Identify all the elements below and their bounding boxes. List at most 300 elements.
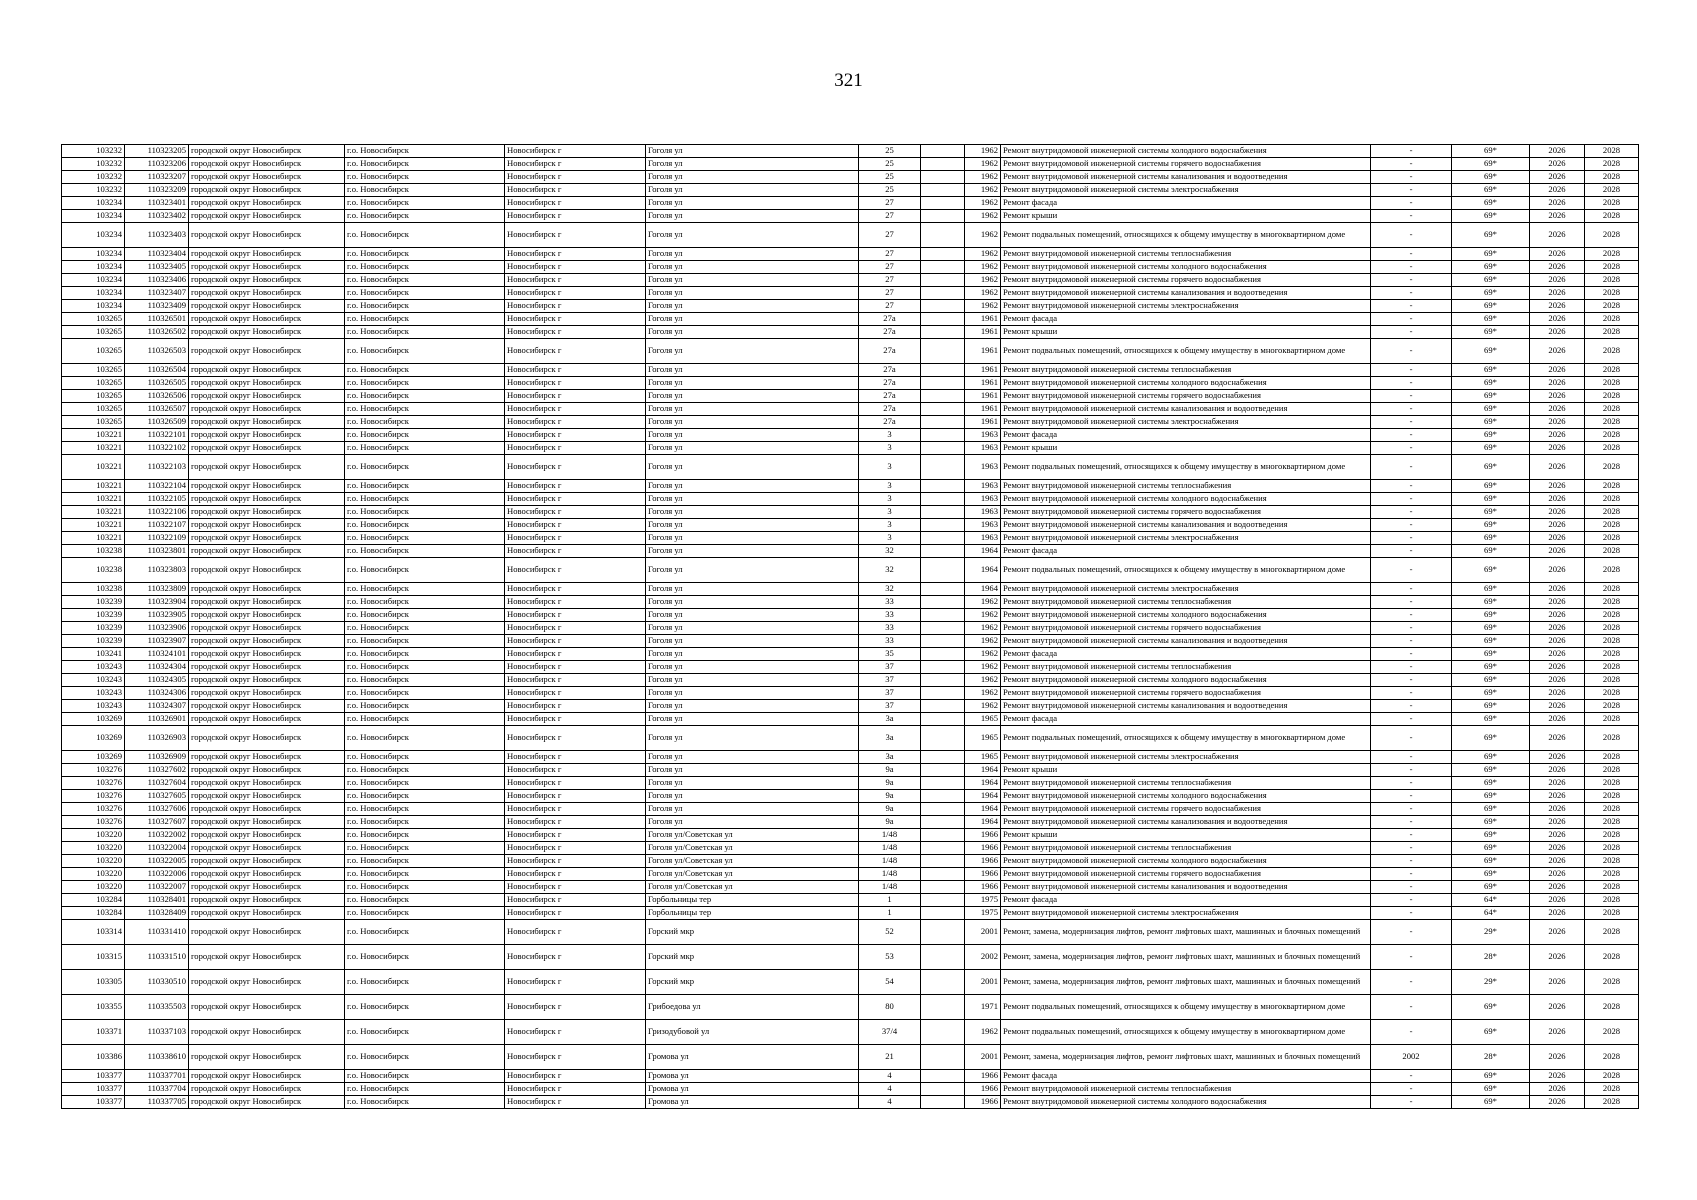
build-year-cell: 1971 bbox=[965, 995, 1001, 1020]
wear-percent-cell: 69* bbox=[1452, 403, 1530, 416]
work-id-cell: 110323803 bbox=[125, 558, 189, 583]
plan-end-year-cell: 2028 bbox=[1585, 223, 1639, 248]
house-number-cell: 33 bbox=[859, 622, 921, 635]
building-cell bbox=[921, 532, 965, 545]
wear-percent-cell: 69* bbox=[1452, 558, 1530, 583]
municipality-cell: городской округ Новосибирск bbox=[189, 210, 345, 223]
last-repair-year-cell: - bbox=[1371, 416, 1452, 429]
municipality-cell: городской округ Новосибирск bbox=[189, 622, 345, 635]
settlement-cell: г.о. Новосибирск bbox=[345, 197, 505, 210]
street-cell: Горский мкр bbox=[646, 920, 859, 945]
work-type-cell: Ремонт фасада bbox=[1001, 313, 1371, 326]
table-row bbox=[62, 764, 1639, 777]
work-type-cell: Ремонт внутридомовой инженерной системы горячего водоснабжения bbox=[1001, 622, 1371, 635]
plan-end-year-cell: 2028 bbox=[1585, 1020, 1639, 1045]
municipality-cell: городской округ Новосибирск bbox=[189, 674, 345, 687]
locality-cell: Новосибирск г bbox=[505, 339, 646, 364]
settlement-cell: г.о. Новосибирск bbox=[345, 223, 505, 248]
build-year-cell: 1975 bbox=[965, 894, 1001, 907]
work-id-cell: 110323401 bbox=[125, 197, 189, 210]
work-type-cell: Ремонт крыши bbox=[1001, 210, 1371, 223]
house-number-cell: 27 bbox=[859, 210, 921, 223]
municipality-cell: городской округ Новосибирск bbox=[189, 648, 345, 661]
municipality-cell: городской округ Новосибирск bbox=[189, 777, 345, 790]
house-number-cell: 37 bbox=[859, 687, 921, 700]
house-number-cell: 3 bbox=[859, 480, 921, 493]
house-id-cell: 103234 bbox=[62, 248, 125, 261]
table-row bbox=[62, 416, 1639, 429]
house-number-cell: 27а bbox=[859, 339, 921, 364]
building-cell bbox=[921, 829, 965, 842]
work-type-cell: Ремонт внутридомовой инженерной системы горячего водоснабжения bbox=[1001, 506, 1371, 519]
plan-start-year-cell: 2026 bbox=[1530, 442, 1585, 455]
work-id-cell: 110322002 bbox=[125, 829, 189, 842]
building-cell bbox=[921, 493, 965, 506]
build-year-cell: 1962 bbox=[965, 171, 1001, 184]
municipality-cell: городской округ Новосибирск bbox=[189, 455, 345, 480]
house-id-cell: 103221 bbox=[62, 442, 125, 455]
municipality-cell: городской округ Новосибирск bbox=[189, 339, 345, 364]
plan-start-year-cell: 2026 bbox=[1530, 313, 1585, 326]
building-cell bbox=[921, 687, 965, 700]
municipality-cell: городской округ Новосибирск bbox=[189, 868, 345, 881]
building-cell bbox=[921, 313, 965, 326]
building-cell bbox=[921, 442, 965, 455]
settlement-cell: г.о. Новосибирск bbox=[345, 907, 505, 920]
house-id-cell: 103221 bbox=[62, 506, 125, 519]
house-id-cell: 103232 bbox=[62, 171, 125, 184]
plan-end-year-cell: 2028 bbox=[1585, 1045, 1639, 1070]
street-cell: Гоголя ул bbox=[646, 493, 859, 506]
build-year-cell: 1965 bbox=[965, 713, 1001, 726]
work-type-cell: Ремонт внутридомовой инженерной системы холодного водоснабжения bbox=[1001, 609, 1371, 622]
table-row bbox=[62, 1096, 1639, 1109]
work-id-cell: 110322004 bbox=[125, 842, 189, 855]
last-repair-year-cell: - bbox=[1371, 764, 1452, 777]
plan-start-year-cell: 2026 bbox=[1530, 609, 1585, 622]
work-id-cell: 110330510 bbox=[125, 970, 189, 995]
work-type-cell: Ремонт внутридомовой инженерной системы канализования и водоотведения bbox=[1001, 700, 1371, 713]
house-number-cell: 27 bbox=[859, 300, 921, 313]
building-cell bbox=[921, 184, 965, 197]
municipality-cell: городской округ Новосибирск bbox=[189, 145, 345, 158]
street-cell: Гризодубовой ул bbox=[646, 1020, 859, 1045]
plan-end-year-cell: 2028 bbox=[1585, 364, 1639, 377]
locality-cell: Новосибирск г bbox=[505, 261, 646, 274]
last-repair-year-cell: - bbox=[1371, 970, 1452, 995]
locality-cell: Новосибирск г bbox=[505, 894, 646, 907]
street-cell: Гоголя ул bbox=[646, 248, 859, 261]
work-id-cell: 110326507 bbox=[125, 403, 189, 416]
wear-percent-cell: 69* bbox=[1452, 261, 1530, 274]
house-number-cell: 27а bbox=[859, 313, 921, 326]
work-type-cell: Ремонт внутридомовой инженерной системы холодного водоснабжения bbox=[1001, 261, 1371, 274]
work-type-cell: Ремонт внутридомовой инженерной системы электроснабжения bbox=[1001, 583, 1371, 596]
settlement-cell: г.о. Новосибирск bbox=[345, 881, 505, 894]
settlement-cell: г.о. Новосибирск bbox=[345, 764, 505, 777]
table-row bbox=[62, 700, 1639, 713]
municipality-cell: городской округ Новосибирск bbox=[189, 493, 345, 506]
work-type-cell: Ремонт внутридомовой инженерной системы канализования и водоотведения bbox=[1001, 881, 1371, 894]
municipality-cell: городской округ Новосибирск bbox=[189, 907, 345, 920]
locality-cell: Новосибирск г bbox=[505, 480, 646, 493]
work-id-cell: 110322105 bbox=[125, 493, 189, 506]
table-row bbox=[62, 1020, 1639, 1045]
house-id-cell: 103265 bbox=[62, 390, 125, 403]
work-type-cell: Ремонт крыши bbox=[1001, 326, 1371, 339]
plan-start-year-cell: 2026 bbox=[1530, 326, 1585, 339]
last-repair-year-cell: - bbox=[1371, 881, 1452, 894]
house-number-cell: 3 bbox=[859, 519, 921, 532]
plan-start-year-cell: 2026 bbox=[1530, 995, 1585, 1020]
work-id-cell: 110326903 bbox=[125, 726, 189, 751]
locality-cell: Новосибирск г bbox=[505, 713, 646, 726]
locality-cell: Новосибирск г bbox=[505, 777, 646, 790]
house-number-cell: 3а bbox=[859, 713, 921, 726]
work-id-cell: 110322106 bbox=[125, 506, 189, 519]
work-id-cell: 110323409 bbox=[125, 300, 189, 313]
municipality-cell: городской округ Новосибирск bbox=[189, 583, 345, 596]
house-number-cell: 35 bbox=[859, 648, 921, 661]
municipality-cell: городской округ Новосибирск bbox=[189, 261, 345, 274]
build-year-cell: 1964 bbox=[965, 803, 1001, 816]
work-id-cell: 110327605 bbox=[125, 790, 189, 803]
building-cell bbox=[921, 248, 965, 261]
street-cell: Гоголя ул bbox=[646, 583, 859, 596]
house-id-cell: 103269 bbox=[62, 726, 125, 751]
building-cell bbox=[921, 274, 965, 287]
table-row bbox=[62, 583, 1639, 596]
locality-cell: Новосибирск г bbox=[505, 377, 646, 390]
locality-cell: Новосибирск г bbox=[505, 661, 646, 674]
building-cell bbox=[921, 558, 965, 583]
work-id-cell: 110323403 bbox=[125, 223, 189, 248]
plan-end-year-cell: 2028 bbox=[1585, 583, 1639, 596]
last-repair-year-cell: - bbox=[1371, 364, 1452, 377]
plan-end-year-cell: 2028 bbox=[1585, 751, 1639, 764]
settlement-cell: г.о. Новосибирск bbox=[345, 184, 505, 197]
locality-cell: Новосибирск г bbox=[505, 184, 646, 197]
build-year-cell: 1966 bbox=[965, 1096, 1001, 1109]
house-number-cell: 27а bbox=[859, 377, 921, 390]
street-cell: Гоголя ул bbox=[646, 455, 859, 480]
house-id-cell: 103221 bbox=[62, 480, 125, 493]
plan-end-year-cell: 2028 bbox=[1585, 855, 1639, 868]
settlement-cell: г.о. Новосибирск bbox=[345, 777, 505, 790]
municipality-cell: городской округ Новосибирск bbox=[189, 995, 345, 1020]
locality-cell: Новосибирск г bbox=[505, 674, 646, 687]
wear-percent-cell: 69* bbox=[1452, 609, 1530, 622]
street-cell: Гоголя ул bbox=[646, 532, 859, 545]
build-year-cell: 1961 bbox=[965, 416, 1001, 429]
wear-percent-cell: 69* bbox=[1452, 184, 1530, 197]
municipality-cell: городской округ Новосибирск bbox=[189, 197, 345, 210]
building-cell bbox=[921, 777, 965, 790]
last-repair-year-cell: - bbox=[1371, 377, 1452, 390]
municipality-cell: городской округ Новосибирск bbox=[189, 1096, 345, 1109]
plan-end-year-cell: 2028 bbox=[1585, 455, 1639, 480]
municipality-cell: городской округ Новосибирск bbox=[189, 687, 345, 700]
plan-end-year-cell: 2028 bbox=[1585, 493, 1639, 506]
wear-percent-cell: 69* bbox=[1452, 339, 1530, 364]
building-cell bbox=[921, 726, 965, 751]
last-repair-year-cell: - bbox=[1371, 1070, 1452, 1083]
plan-end-year-cell: 2028 bbox=[1585, 920, 1639, 945]
work-type-cell: Ремонт внутридомовой инженерной системы холодного водоснабжения bbox=[1001, 145, 1371, 158]
plan-end-year-cell: 2028 bbox=[1585, 842, 1639, 855]
table-row bbox=[62, 995, 1639, 1020]
locality-cell: Новосибирск г bbox=[505, 403, 646, 416]
wear-percent-cell: 69* bbox=[1452, 829, 1530, 842]
last-repair-year-cell: - bbox=[1371, 661, 1452, 674]
house-number-cell: 33 bbox=[859, 635, 921, 648]
house-id-cell: 103234 bbox=[62, 274, 125, 287]
work-type-cell: Ремонт внутридомовой инженерной системы теплоснабжения bbox=[1001, 777, 1371, 790]
municipality-cell: городской округ Новосибирск bbox=[189, 1020, 345, 1045]
house-number-cell: 9а bbox=[859, 816, 921, 829]
table-row bbox=[62, 855, 1639, 868]
plan-start-year-cell: 2026 bbox=[1530, 751, 1585, 764]
settlement-cell: г.о. Новосибирск bbox=[345, 287, 505, 300]
locality-cell: Новосибирск г bbox=[505, 700, 646, 713]
last-repair-year-cell: - bbox=[1371, 442, 1452, 455]
settlement-cell: г.о. Новосибирск bbox=[345, 868, 505, 881]
build-year-cell: 1962 bbox=[965, 635, 1001, 648]
locality-cell: Новосибирск г bbox=[505, 855, 646, 868]
plan-start-year-cell: 2026 bbox=[1530, 519, 1585, 532]
work-type-cell: Ремонт внутридомовой инженерной системы теплоснабжения bbox=[1001, 842, 1371, 855]
street-cell: Горбольницы тер bbox=[646, 894, 859, 907]
locality-cell: Новосибирск г bbox=[505, 326, 646, 339]
last-repair-year-cell: - bbox=[1371, 519, 1452, 532]
work-type-cell: Ремонт, замена, модернизация лифтов, ремонт лифтовых шахт, машинных и блочных помещений bbox=[1001, 970, 1371, 995]
street-cell: Гоголя ул bbox=[646, 687, 859, 700]
wear-percent-cell: 69* bbox=[1452, 583, 1530, 596]
table-row bbox=[62, 842, 1639, 855]
plan-end-year-cell: 2028 bbox=[1585, 274, 1639, 287]
last-repair-year-cell: - bbox=[1371, 339, 1452, 364]
build-year-cell: 1962 bbox=[965, 145, 1001, 158]
last-repair-year-cell: - bbox=[1371, 1083, 1452, 1096]
locality-cell: Новосибирск г bbox=[505, 197, 646, 210]
house-number-cell: 80 bbox=[859, 995, 921, 1020]
work-id-cell: 110324304 bbox=[125, 661, 189, 674]
house-number-cell: 9а bbox=[859, 764, 921, 777]
municipality-cell: городской округ Новосибирск bbox=[189, 545, 345, 558]
settlement-cell: г.о. Новосибирск bbox=[345, 377, 505, 390]
municipality-cell: городской округ Новосибирск bbox=[189, 403, 345, 416]
plan-start-year-cell: 2026 bbox=[1530, 197, 1585, 210]
work-id-cell: 110323406 bbox=[125, 274, 189, 287]
plan-end-year-cell: 2028 bbox=[1585, 442, 1639, 455]
build-year-cell: 1962 bbox=[965, 648, 1001, 661]
building-cell bbox=[921, 596, 965, 609]
work-id-cell: 110326509 bbox=[125, 416, 189, 429]
work-type-cell: Ремонт подвальных помещений, относящихся к общему имуществу в многоквартирном доме bbox=[1001, 726, 1371, 751]
build-year-cell: 1975 bbox=[965, 907, 1001, 920]
plan-start-year-cell: 2026 bbox=[1530, 790, 1585, 803]
plan-start-year-cell: 2026 bbox=[1530, 881, 1585, 894]
build-year-cell: 1961 bbox=[965, 339, 1001, 364]
work-id-cell: 110326901 bbox=[125, 713, 189, 726]
settlement-cell: г.о. Новосибирск bbox=[345, 364, 505, 377]
municipality-cell: городской округ Новосибирск bbox=[189, 377, 345, 390]
street-cell: Горский мкр bbox=[646, 945, 859, 970]
work-id-cell: 110328401 bbox=[125, 894, 189, 907]
plan-end-year-cell: 2028 bbox=[1585, 868, 1639, 881]
house-id-cell: 103371 bbox=[62, 1020, 125, 1045]
building-cell bbox=[921, 210, 965, 223]
house-number-cell: 53 bbox=[859, 945, 921, 970]
building-cell bbox=[921, 1083, 965, 1096]
work-id-cell: 110326505 bbox=[125, 377, 189, 390]
locality-cell: Новосибирск г bbox=[505, 881, 646, 894]
settlement-cell: г.о. Новосибирск bbox=[345, 339, 505, 364]
wear-percent-cell: 69* bbox=[1452, 687, 1530, 700]
last-repair-year-cell: - bbox=[1371, 184, 1452, 197]
plan-start-year-cell: 2026 bbox=[1530, 455, 1585, 480]
build-year-cell: 1962 bbox=[965, 1020, 1001, 1045]
municipality-cell: городской округ Новосибирск bbox=[189, 558, 345, 583]
house-id-cell: 103269 bbox=[62, 713, 125, 726]
work-id-cell: 110322101 bbox=[125, 429, 189, 442]
street-cell: Гоголя ул bbox=[646, 635, 859, 648]
table-row bbox=[62, 377, 1639, 390]
locality-cell: Новосибирск г bbox=[505, 506, 646, 519]
table-row bbox=[62, 920, 1639, 945]
wear-percent-cell: 69* bbox=[1452, 790, 1530, 803]
street-cell: Гоголя ул bbox=[646, 609, 859, 622]
build-year-cell: 1966 bbox=[965, 855, 1001, 868]
wear-percent-cell: 69* bbox=[1452, 455, 1530, 480]
wear-percent-cell: 69* bbox=[1452, 803, 1530, 816]
table-row bbox=[62, 339, 1639, 364]
work-id-cell: 110323905 bbox=[125, 609, 189, 622]
building-cell bbox=[921, 145, 965, 158]
house-id-cell: 103241 bbox=[62, 648, 125, 661]
settlement-cell: г.о. Новосибирск bbox=[345, 532, 505, 545]
work-type-cell: Ремонт внутридомовой инженерной системы холодного водоснабжения bbox=[1001, 493, 1371, 506]
work-type-cell: Ремонт крыши bbox=[1001, 829, 1371, 842]
wear-percent-cell: 69* bbox=[1452, 726, 1530, 751]
table-row bbox=[62, 881, 1639, 894]
build-year-cell: 1962 bbox=[965, 622, 1001, 635]
plan-end-year-cell: 2028 bbox=[1585, 596, 1639, 609]
plan-end-year-cell: 2028 bbox=[1585, 829, 1639, 842]
street-cell: Гоголя ул bbox=[646, 751, 859, 764]
street-cell: Гоголя ул bbox=[646, 184, 859, 197]
plan-start-year-cell: 2026 bbox=[1530, 403, 1585, 416]
plan-end-year-cell: 2028 bbox=[1585, 532, 1639, 545]
build-year-cell: 1962 bbox=[965, 248, 1001, 261]
last-repair-year-cell: - bbox=[1371, 171, 1452, 184]
plan-end-year-cell: 2028 bbox=[1585, 816, 1639, 829]
house-id-cell: 103221 bbox=[62, 493, 125, 506]
build-year-cell: 1962 bbox=[965, 184, 1001, 197]
wear-percent-cell: 69* bbox=[1452, 506, 1530, 519]
municipality-cell: городской округ Новосибирск bbox=[189, 713, 345, 726]
build-year-cell: 2002 bbox=[965, 945, 1001, 970]
work-type-cell: Ремонт фасада bbox=[1001, 894, 1371, 907]
last-repair-year-cell: - bbox=[1371, 390, 1452, 403]
house-number-cell: 3 bbox=[859, 429, 921, 442]
plan-start-year-cell: 2026 bbox=[1530, 970, 1585, 995]
last-repair-year-cell: - bbox=[1371, 596, 1452, 609]
house-number-cell: 25 bbox=[859, 171, 921, 184]
building-cell bbox=[921, 1070, 965, 1083]
plan-start-year-cell: 2026 bbox=[1530, 493, 1585, 506]
locality-cell: Новосибирск г bbox=[505, 596, 646, 609]
wear-percent-cell: 69* bbox=[1452, 364, 1530, 377]
locality-cell: Новосибирск г bbox=[505, 790, 646, 803]
house-number-cell: 9а bbox=[859, 803, 921, 816]
last-repair-year-cell: - bbox=[1371, 829, 1452, 842]
work-type-cell: Ремонт подвальных помещений, относящихся к общему имуществу в многоквартирном доме bbox=[1001, 339, 1371, 364]
plan-end-year-cell: 2028 bbox=[1585, 197, 1639, 210]
table-row bbox=[62, 261, 1639, 274]
street-cell: Гоголя ул/Советская ул bbox=[646, 855, 859, 868]
locality-cell: Новосибирск г bbox=[505, 210, 646, 223]
street-cell: Громова ул bbox=[646, 1096, 859, 1109]
work-type-cell: Ремонт внутридомовой инженерной системы канализования и водоотведения bbox=[1001, 816, 1371, 829]
plan-start-year-cell: 2026 bbox=[1530, 287, 1585, 300]
work-type-cell: Ремонт фасада bbox=[1001, 197, 1371, 210]
locality-cell: Новосибирск г bbox=[505, 145, 646, 158]
settlement-cell: г.о. Новосибирск bbox=[345, 416, 505, 429]
work-type-cell: Ремонт внутридомовой инженерной системы теплоснабжения bbox=[1001, 1083, 1371, 1096]
locality-cell: Новосибирск г bbox=[505, 171, 646, 184]
wear-percent-cell: 69* bbox=[1452, 158, 1530, 171]
wear-percent-cell: 69* bbox=[1452, 300, 1530, 313]
last-repair-year-cell: - bbox=[1371, 995, 1452, 1020]
house-number-cell: 9а bbox=[859, 777, 921, 790]
table-row bbox=[62, 609, 1639, 622]
locality-cell: Новосибирск г bbox=[505, 442, 646, 455]
locality-cell: Новосибирск г bbox=[505, 390, 646, 403]
plan-start-year-cell: 2026 bbox=[1530, 803, 1585, 816]
settlement-cell: г.о. Новосибирск bbox=[345, 726, 505, 751]
municipality-cell: городской округ Новосибирск bbox=[189, 248, 345, 261]
last-repair-year-cell: - bbox=[1371, 326, 1452, 339]
build-year-cell: 1962 bbox=[965, 158, 1001, 171]
plan-end-year-cell: 2028 bbox=[1585, 390, 1639, 403]
build-year-cell: 1964 bbox=[965, 545, 1001, 558]
house-number-cell: 27 bbox=[859, 274, 921, 287]
settlement-cell: г.о. Новосибирск bbox=[345, 1070, 505, 1083]
settlement-cell: г.о. Новосибирск bbox=[345, 261, 505, 274]
work-type-cell: Ремонт фасада bbox=[1001, 545, 1371, 558]
municipality-cell: городской округ Новосибирск bbox=[189, 920, 345, 945]
house-id-cell: 103234 bbox=[62, 287, 125, 300]
municipality-cell: городской округ Новосибирск bbox=[189, 816, 345, 829]
settlement-cell: г.о. Новосибирск bbox=[345, 635, 505, 648]
street-cell: Гоголя ул/Советская ул bbox=[646, 868, 859, 881]
municipality-cell: городской округ Новосибирск bbox=[189, 287, 345, 300]
table-row bbox=[62, 945, 1639, 970]
municipality-cell: городской округ Новосибирск bbox=[189, 1083, 345, 1096]
settlement-cell: г.о. Новосибирск bbox=[345, 390, 505, 403]
work-type-cell: Ремонт внутридомовой инженерной системы холодного водоснабжения bbox=[1001, 377, 1371, 390]
building-cell bbox=[921, 1020, 965, 1045]
work-id-cell: 110323402 bbox=[125, 210, 189, 223]
settlement-cell: г.о. Новосибирск bbox=[345, 609, 505, 622]
last-repair-year-cell: - bbox=[1371, 868, 1452, 881]
wear-percent-cell: 69* bbox=[1452, 713, 1530, 726]
wear-percent-cell: 69* bbox=[1452, 995, 1530, 1020]
last-repair-year-cell: - bbox=[1371, 455, 1452, 480]
municipality-cell: городской округ Новосибирск bbox=[189, 429, 345, 442]
table-row bbox=[62, 713, 1639, 726]
